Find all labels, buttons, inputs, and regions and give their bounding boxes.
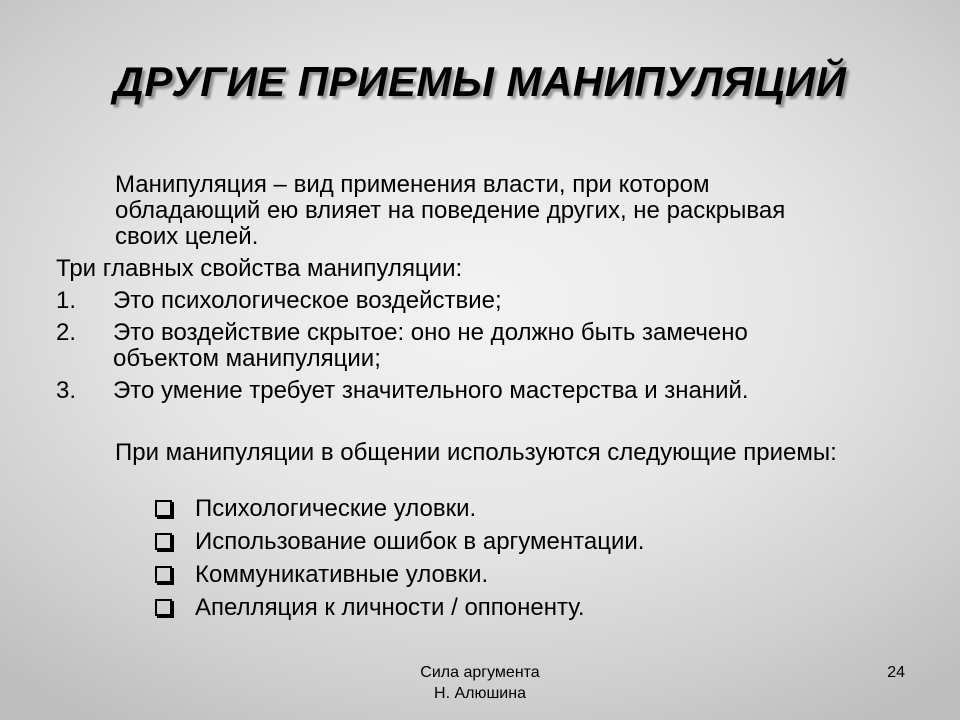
- property-text: Это умение требует значительного мастерства и знаний.: [113, 377, 749, 404]
- property-text: Это психологическое воздействие;: [113, 287, 502, 314]
- technique-text: Коммуникативные уловки.: [195, 561, 489, 588]
- property-number: 3.: [56, 377, 77, 404]
- footer-line-2: Н. Алюшина: [434, 685, 526, 702]
- property-number: 1.: [56, 287, 77, 314]
- property-text: Это воздействие скрытое: оно не должно быть замечено объектом манипуляции;: [113, 319, 748, 372]
- property-number: 2.: [56, 319, 77, 346]
- slide-number: 24: [887, 664, 905, 681]
- properties-heading: Три главных свойства манипуляции:: [56, 255, 463, 282]
- slide-title: ДРУГИЕ ПРИЕМЫ МАНИПУЛЯЦИЙ: [113, 58, 847, 105]
- technique-text: Использование ошибок в аргументации.: [195, 528, 645, 555]
- checkbox-bullet-icon: [155, 500, 172, 517]
- checkbox-bullet-icon: [155, 533, 172, 550]
- checkbox-bullet-icon: [155, 599, 172, 616]
- technique-text: Психологические уловки.: [195, 495, 477, 522]
- definition-paragraph: Манипуляция – вид применения власти, при котором обладающий ею влияет на поведение других, не раскрывая своих целей.: [115, 171, 786, 250]
- checkbox-bullet-icon: [155, 566, 172, 583]
- footer-author: [380, 662, 580, 704]
- techniques-intro: При манипуляции в общении используются следующие приемы:: [115, 439, 837, 466]
- footer-line-1: Сила аргумента: [420, 664, 540, 681]
- technique-text: Апелляция к личности / оппоненту.: [195, 594, 585, 621]
